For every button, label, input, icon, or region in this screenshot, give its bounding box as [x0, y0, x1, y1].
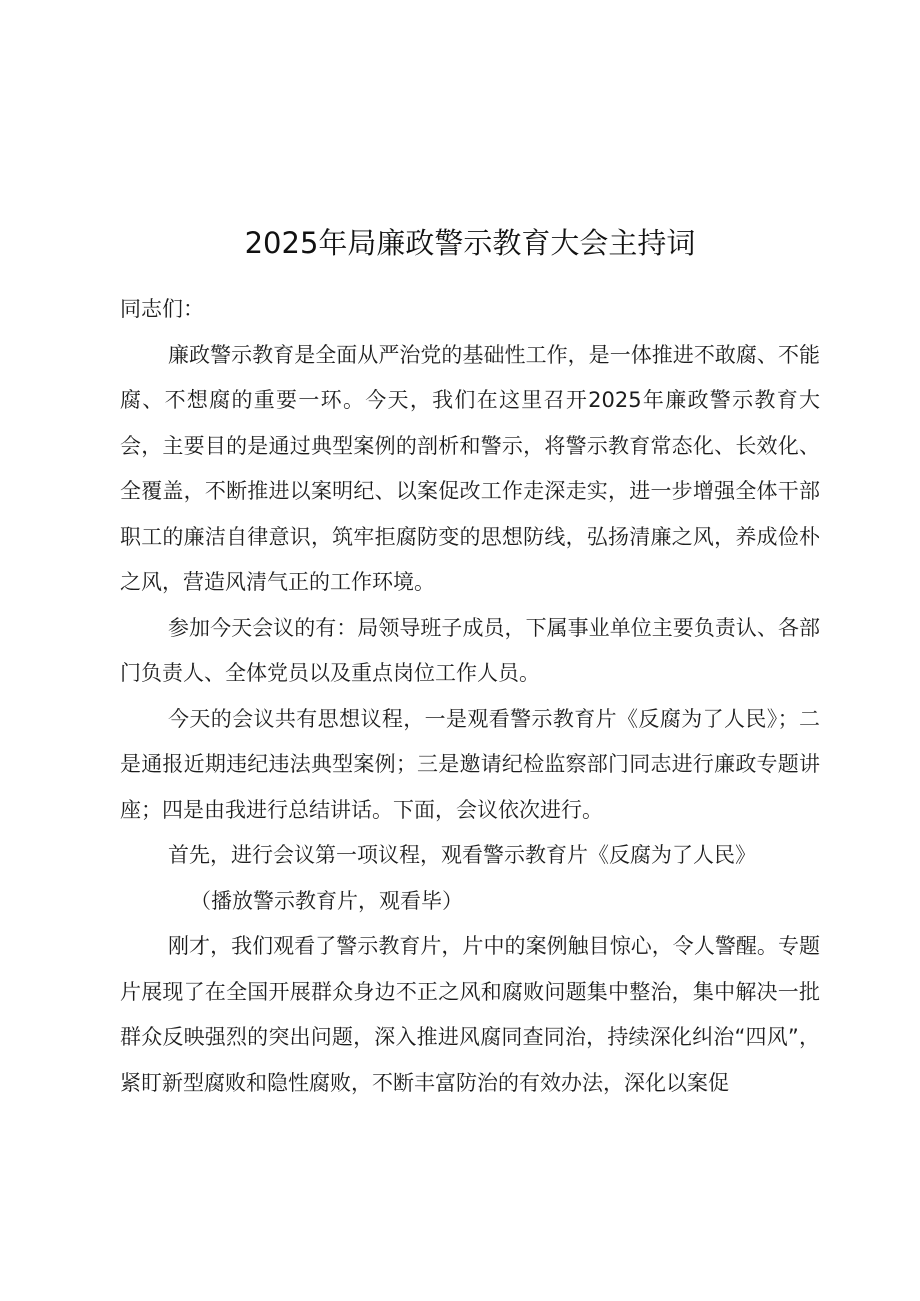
paragraph-reflection: 刚才，我们观看了警示教育片，片中的案例触目惊心，令人警醒。专题片展现了在全国开展群众身边不正之风和腐败问题集中整治，集中解决一批群众反映强烈的突出问题，深入推进风腐同查同治，持续深化纠治“四风”，紧盯新型腐败和隐性腐败，不断丰富防治的有效办法，深化以案促 — [120, 934, 820, 1095]
salutation: 同志们： — [120, 297, 204, 321]
paragraph-attendees: 参加今天会议的有：局领导班子成员，下属事业单位主要负责认、各部门负责人、全体党员以及重点岗位工作人员。 — [120, 615, 820, 685]
paragraph-first-item: 首先，进行会议第一项议程，观看警示教育片《反腐为了人民》 — [168, 843, 756, 867]
paragraph-agenda: 今天的会议共有思想议程，一是观看警示教育片《反腐为了人民》；二是通报近期违纪违法典型案例；三是邀请纪检监察部门同志进行廉政专题讲座；四是由我进行总结讲话。下面，会议依次进行。 — [120, 706, 820, 822]
document-title: 2025年局廉政警示教育大会主持词 — [244, 226, 696, 260]
document-body — [120, 287, 820, 1106]
stage-note: （播放警示教育片，观看毕） — [190, 888, 463, 913]
paragraph-intro: 廉政警示教育是全面从严治党的基础性工作，是一体推进不敢腐、不能腐、不想腐的重要一环。今天，我们在这里召开2025年廉政警示教育大会，主要目的是通过典型案例的剖析和警示，将警示教育常态化、长效化、全覆盖，不断推进以案明纪、以案促改工作走深走实，进一步增强全体干部职工的廉洁自律意识，筑牢拒腐防变的思想防线，弘扬清廉之风，养成俭朴之风，营造风清气正的工作环境。 — [120, 342, 820, 594]
